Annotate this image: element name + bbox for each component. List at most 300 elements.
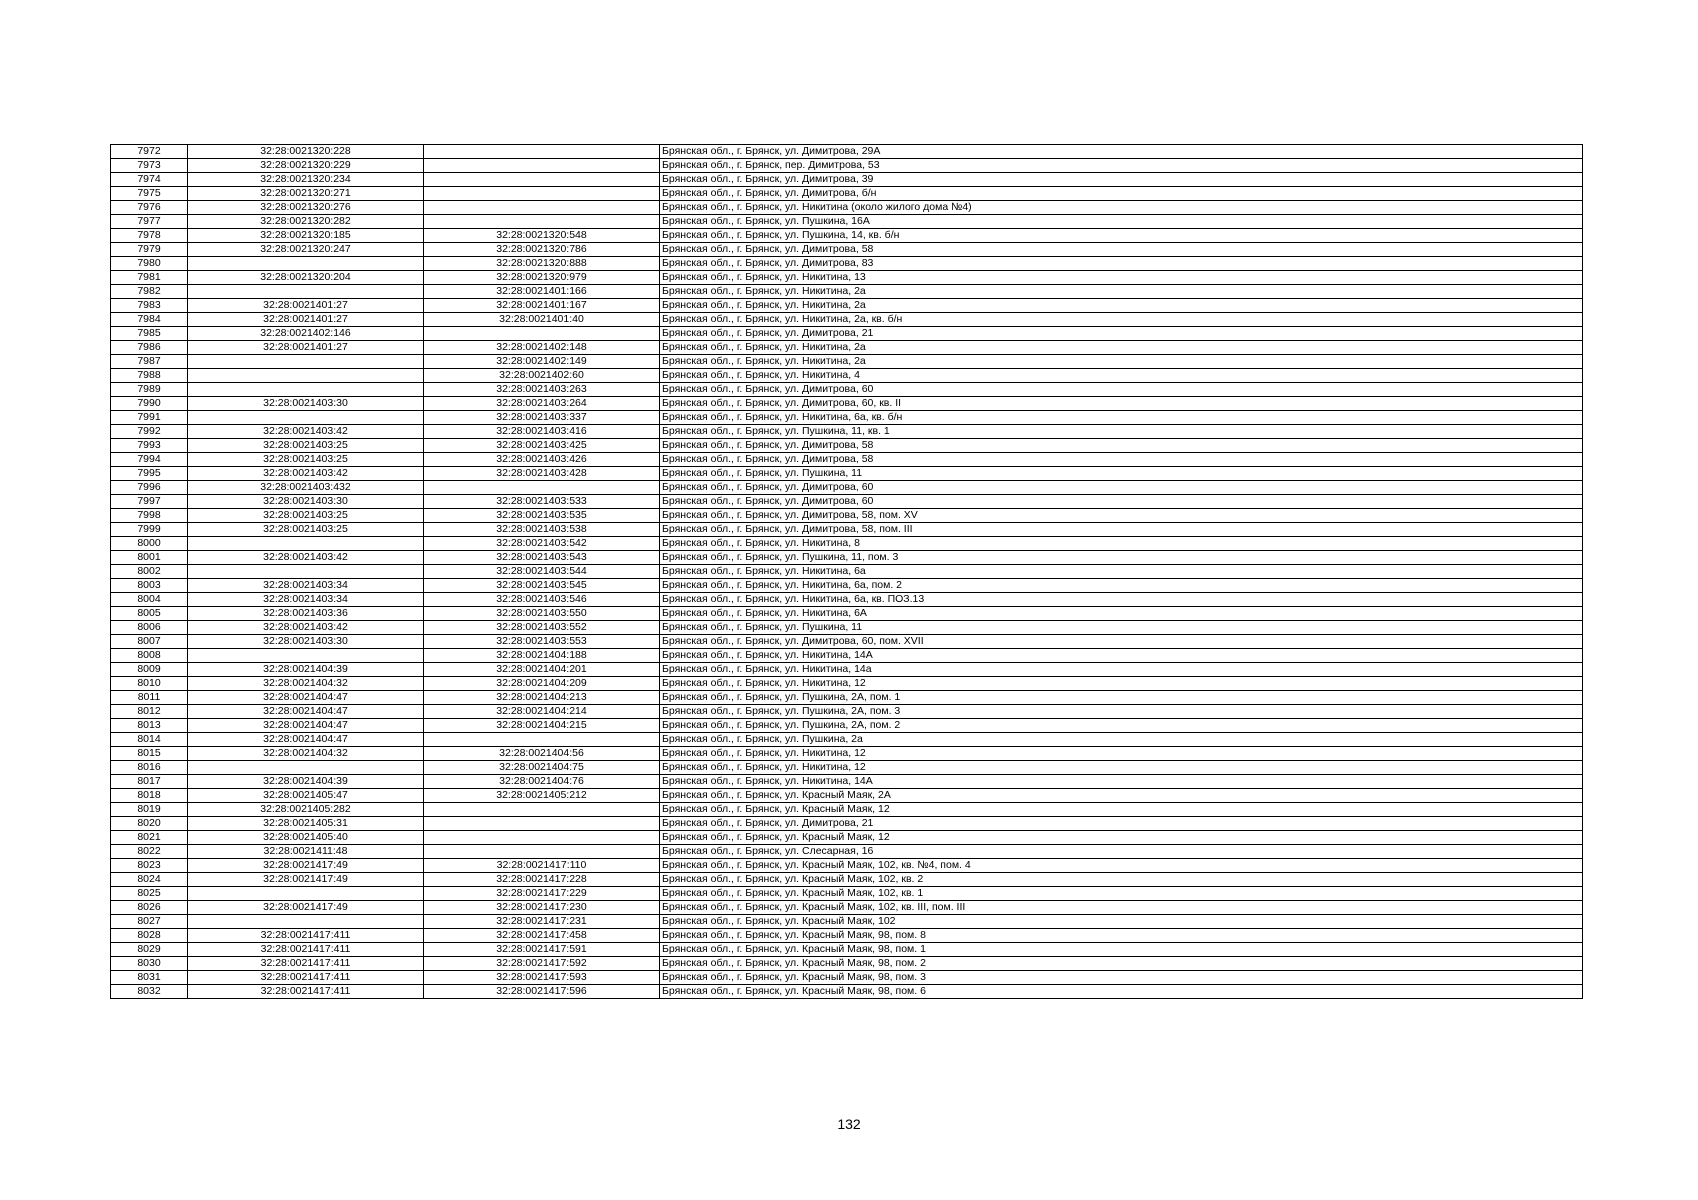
address-cell: Брянская обл., г. Брянск, ул. Димитрова, 60 xyxy=(660,495,1583,509)
address-cell: Брянская обл., г. Брянск, ул. Никитина, 12 xyxy=(660,747,1583,761)
cadastral-number-cell xyxy=(188,649,424,663)
row-number-cell: 7972 xyxy=(111,145,188,159)
cadastral-number-cell: 32:28:0021404:47 xyxy=(188,719,424,733)
table-row xyxy=(111,747,1583,761)
object-cadastral-number-cell xyxy=(424,215,660,229)
object-cadastral-number-cell: 32:28:0021404:75 xyxy=(424,761,660,775)
cadastral-number-cell: 32:28:0021417:49 xyxy=(188,859,424,873)
cadastral-number-cell: 32:28:0021320:204 xyxy=(188,271,424,285)
row-number-cell: 7999 xyxy=(111,523,188,537)
table-row xyxy=(111,299,1583,313)
table-row xyxy=(111,271,1583,285)
table-row xyxy=(111,593,1583,607)
cadastral-number-cell: 32:28:0021401:27 xyxy=(188,313,424,327)
table-row xyxy=(111,943,1583,957)
cadastral-number-cell: 32:28:0021403:25 xyxy=(188,523,424,537)
object-cadastral-number-cell xyxy=(424,327,660,341)
row-number-cell: 8020 xyxy=(111,817,188,831)
object-cadastral-number-cell xyxy=(424,831,660,845)
address-cell: Брянская обл., г. Брянск, ул. Димитрова, 58, пом. III xyxy=(660,523,1583,537)
table-row xyxy=(111,579,1583,593)
cadastral-number-cell: 32:28:0021417:411 xyxy=(188,971,424,985)
row-number-cell: 8025 xyxy=(111,887,188,901)
row-number-cell: 8023 xyxy=(111,859,188,873)
address-cell: Брянская обл., г. Брянск, ул. Димитрова, 58 xyxy=(660,243,1583,257)
row-number-cell: 7977 xyxy=(111,215,188,229)
cadastral-number-cell xyxy=(188,369,424,383)
cadastral-number-cell: 32:28:0021403:42 xyxy=(188,467,424,481)
cadastral-number-cell xyxy=(188,887,424,901)
table-row xyxy=(111,355,1583,369)
object-cadastral-number-cell: 32:28:0021403:533 xyxy=(424,495,660,509)
cadastral-number-cell: 32:28:0021320:229 xyxy=(188,159,424,173)
row-number-cell: 8028 xyxy=(111,929,188,943)
object-cadastral-number-cell: 32:28:0021417:228 xyxy=(424,873,660,887)
table-row xyxy=(111,411,1583,425)
object-cadastral-number-cell xyxy=(424,817,660,831)
row-number-cell: 7992 xyxy=(111,425,188,439)
address-cell: Брянская обл., г. Брянск, ул. Красный Маяк, 98, пом. 8 xyxy=(660,929,1583,943)
table-row xyxy=(111,509,1583,523)
table-row xyxy=(111,369,1583,383)
address-cell: Брянская обл., г. Брянск, ул. Димитрова, б/н xyxy=(660,187,1583,201)
object-cadastral-number-cell: 32:28:0021402:60 xyxy=(424,369,660,383)
object-cadastral-number-cell: 32:28:0021417:110 xyxy=(424,859,660,873)
cadastral-number-cell: 32:28:0021411:48 xyxy=(188,845,424,859)
row-number-cell: 7993 xyxy=(111,439,188,453)
object-cadastral-number-cell: 32:28:0021401:166 xyxy=(424,285,660,299)
row-number-cell: 8021 xyxy=(111,831,188,845)
object-cadastral-number-cell: 32:28:0021403:550 xyxy=(424,607,660,621)
address-cell: Брянская обл., г. Брянск, ул. Никитина, 14А xyxy=(660,649,1583,663)
row-number-cell: 7974 xyxy=(111,173,188,187)
address-cell: Брянская обл., г. Брянск, ул. Пушкина, 2а xyxy=(660,733,1583,747)
table-row xyxy=(111,565,1583,579)
table-row xyxy=(111,481,1583,495)
address-cell: Брянская обл., г. Брянск, ул. Пушкина, 2А, пом. 3 xyxy=(660,705,1583,719)
table-row xyxy=(111,425,1583,439)
object-cadastral-number-cell: 32:28:0021320:548 xyxy=(424,229,660,243)
cadastral-number-cell: 32:28:0021417:411 xyxy=(188,943,424,957)
table-row xyxy=(111,859,1583,873)
table-row xyxy=(111,817,1583,831)
table-row xyxy=(111,257,1583,271)
table-row xyxy=(111,915,1583,929)
table-row xyxy=(111,397,1583,411)
object-cadastral-number-cell xyxy=(424,173,660,187)
cadastral-number-cell xyxy=(188,257,424,271)
address-cell: Брянская обл., г. Брянск, ул. Красный Маяк, 2А xyxy=(660,789,1583,803)
table-row xyxy=(111,187,1583,201)
cadastral-number-cell: 32:28:0021320:185 xyxy=(188,229,424,243)
address-cell: Брянская обл., г. Брянск, ул. Димитрова, 21 xyxy=(660,817,1583,831)
row-number-cell: 7994 xyxy=(111,453,188,467)
address-cell: Брянская обл., г. Брянск, ул. Никитина, 13 xyxy=(660,271,1583,285)
table-row xyxy=(111,439,1583,453)
address-cell: Брянская обл., г. Брянск, ул. Красный Маяк, 102, кв. 2 xyxy=(660,873,1583,887)
table-row xyxy=(111,621,1583,635)
row-number-cell: 8004 xyxy=(111,593,188,607)
row-number-cell: 8016 xyxy=(111,761,188,775)
row-number-cell: 8007 xyxy=(111,635,188,649)
cadastral-number-cell: 32:28:0021404:39 xyxy=(188,775,424,789)
object-cadastral-number-cell: 32:28:0021401:40 xyxy=(424,313,660,327)
object-cadastral-number-cell: 32:28:0021403:553 xyxy=(424,635,660,649)
object-cadastral-number-cell xyxy=(424,803,660,817)
table-row xyxy=(111,887,1583,901)
address-cell: Брянская обл., г. Брянск, ул. Никитина, 2а xyxy=(660,355,1583,369)
address-cell: Брянская обл., г. Брянск, ул. Димитрова, 21 xyxy=(660,327,1583,341)
object-cadastral-number-cell: 32:28:0021403:337 xyxy=(424,411,660,425)
row-number-cell: 7979 xyxy=(111,243,188,257)
row-number-cell: 8003 xyxy=(111,579,188,593)
object-cadastral-number-cell: 32:28:0021401:167 xyxy=(424,299,660,313)
address-cell: Брянская обл., г. Брянск, ул. Красный Маяк, 98, пом. 6 xyxy=(660,985,1583,999)
object-cadastral-number-cell: 32:28:0021403:542 xyxy=(424,537,660,551)
object-cadastral-number-cell: 32:28:0021404:201 xyxy=(424,663,660,677)
address-cell: Брянская обл., г. Брянск, ул. Пушкина, 14, кв. б/н xyxy=(660,229,1583,243)
object-cadastral-number-cell: 32:28:0021320:786 xyxy=(424,243,660,257)
row-number-cell: 8022 xyxy=(111,845,188,859)
object-cadastral-number-cell xyxy=(424,187,660,201)
table-row xyxy=(111,159,1583,173)
table-row xyxy=(111,733,1583,747)
address-cell: Брянская обл., г. Брянск, ул. Никитина, 6а xyxy=(660,565,1583,579)
table-row xyxy=(111,957,1583,971)
cadastral-number-cell xyxy=(188,355,424,369)
table-row xyxy=(111,845,1583,859)
address-cell: Брянская обл., г. Брянск, ул. Никитина (около жилого дома №4) xyxy=(660,201,1583,215)
address-cell: Брянская обл., г. Брянск, ул. Красный Маяк, 102, кв. III, пом. III xyxy=(660,901,1583,915)
object-cadastral-number-cell: 32:28:0021403:544 xyxy=(424,565,660,579)
table-row xyxy=(111,313,1583,327)
cadastral-number-cell: 32:28:0021403:42 xyxy=(188,551,424,565)
row-number-cell: 7995 xyxy=(111,467,188,481)
cadastral-number-cell: 32:28:0021404:32 xyxy=(188,677,424,691)
address-cell: Брянская обл., г. Брянск, ул. Димитрова, 58, пом. XV xyxy=(660,509,1583,523)
cadastral-number-cell: 32:28:0021404:47 xyxy=(188,705,424,719)
cadastral-number-cell: 32:28:0021403:25 xyxy=(188,509,424,523)
table-row xyxy=(111,789,1583,803)
row-number-cell: 8012 xyxy=(111,705,188,719)
address-cell: Брянская обл., г. Брянск, ул. Димитрова, 58 xyxy=(660,439,1583,453)
cadastral-number-cell: 32:28:0021403:30 xyxy=(188,495,424,509)
table-row xyxy=(111,453,1583,467)
cadastral-number-cell: 32:28:0021320:276 xyxy=(188,201,424,215)
row-number-cell: 7996 xyxy=(111,481,188,495)
object-cadastral-number-cell: 32:28:0021403:428 xyxy=(424,467,660,481)
object-cadastral-number-cell: 32:28:0021417:230 xyxy=(424,901,660,915)
object-cadastral-number-cell: 32:28:0021402:149 xyxy=(424,355,660,369)
cadastral-number-cell: 32:28:0021403:25 xyxy=(188,439,424,453)
address-cell: Брянская обл., г. Брянск, ул. Пушкина, 2А, пом. 2 xyxy=(660,719,1583,733)
address-cell: Брянская обл., г. Брянск, ул. Красный Маяк, 12 xyxy=(660,831,1583,845)
registry-table-body xyxy=(111,145,1583,999)
row-number-cell: 8006 xyxy=(111,621,188,635)
row-number-cell: 7990 xyxy=(111,397,188,411)
row-number-cell: 8011 xyxy=(111,691,188,705)
object-cadastral-number-cell: 32:28:0021403:546 xyxy=(424,593,660,607)
address-cell: Брянская обл., г. Брянск, ул. Никитина, 14а xyxy=(660,663,1583,677)
row-number-cell: 7988 xyxy=(111,369,188,383)
table-row xyxy=(111,929,1583,943)
row-number-cell: 8008 xyxy=(111,649,188,663)
object-cadastral-number-cell: 32:28:0021402:148 xyxy=(424,341,660,355)
row-number-cell: 7985 xyxy=(111,327,188,341)
address-cell: Брянская обл., г. Брянск, ул. Пушкина, 2А, пом. 1 xyxy=(660,691,1583,705)
row-number-cell: 7983 xyxy=(111,299,188,313)
cadastral-number-cell: 32:28:0021403:34 xyxy=(188,593,424,607)
object-cadastral-number-cell: 32:28:0021403:552 xyxy=(424,621,660,635)
row-number-cell: 7997 xyxy=(111,495,188,509)
row-number-cell: 8001 xyxy=(111,551,188,565)
address-cell: Брянская обл., г. Брянск, ул. Димитрова, 58 xyxy=(660,453,1583,467)
object-cadastral-number-cell xyxy=(424,201,660,215)
row-number-cell: 8031 xyxy=(111,971,188,985)
cadastral-number-cell: 32:28:0021417:411 xyxy=(188,929,424,943)
address-cell: Брянская обл., г. Брянск, ул. Никитина, 12 xyxy=(660,677,1583,691)
address-cell: Брянская обл., г. Брянск, ул. Пушкина, 11, пом. 3 xyxy=(660,551,1583,565)
cadastral-number-cell: 32:28:0021320:247 xyxy=(188,243,424,257)
address-cell: Брянская обл., г. Брянск, ул. Красный Маяк, 12 xyxy=(660,803,1583,817)
row-number-cell: 8015 xyxy=(111,747,188,761)
row-number-cell: 7998 xyxy=(111,509,188,523)
object-cadastral-number-cell xyxy=(424,481,660,495)
table-row xyxy=(111,971,1583,985)
row-number-cell: 7976 xyxy=(111,201,188,215)
cadastral-number-cell: 32:28:0021405:282 xyxy=(188,803,424,817)
row-number-cell: 7981 xyxy=(111,271,188,285)
row-number-cell: 7978 xyxy=(111,229,188,243)
address-cell: Брянская обл., г. Брянск, ул. Красный Маяк, 102 xyxy=(660,915,1583,929)
row-number-cell: 8013 xyxy=(111,719,188,733)
table-row xyxy=(111,215,1583,229)
table-row xyxy=(111,551,1583,565)
cadastral-number-cell xyxy=(188,285,424,299)
table-row xyxy=(111,229,1583,243)
object-cadastral-number-cell xyxy=(424,145,660,159)
address-cell: Брянская обл., г. Брянск, ул. Никитина, 8 xyxy=(660,537,1583,551)
table-row xyxy=(111,173,1583,187)
address-cell: Брянская обл., г. Брянск, ул. Димитрова, 60 xyxy=(660,383,1583,397)
address-cell: Брянская обл., г. Брянск, ул. Красный Маяк, 98, пом. 3 xyxy=(660,971,1583,985)
address-cell: Брянская обл., г. Брянск, ул. Красный Маяк, 98, пом. 1 xyxy=(660,943,1583,957)
table-row xyxy=(111,201,1583,215)
address-cell: Брянская обл., г. Брянск, ул. Никитина, 4 xyxy=(660,369,1583,383)
object-cadastral-number-cell xyxy=(424,159,660,173)
table-row xyxy=(111,607,1583,621)
address-cell: Брянская обл., г. Брянск, ул. Никитина, 12 xyxy=(660,761,1583,775)
cadastral-number-cell: 32:28:0021403:30 xyxy=(188,635,424,649)
object-cadastral-number-cell xyxy=(424,845,660,859)
cadastral-number-cell: 32:28:0021403:25 xyxy=(188,453,424,467)
address-cell: Брянская обл., г. Брянск, ул. Пушкина, 11, кв. 1 xyxy=(660,425,1583,439)
object-cadastral-number-cell: 32:28:0021403:263 xyxy=(424,383,660,397)
cadastral-number-cell: 32:28:0021403:42 xyxy=(188,425,424,439)
table-row xyxy=(111,243,1583,257)
cadastral-number-cell: 32:28:0021405:31 xyxy=(188,817,424,831)
cadastral-number-cell xyxy=(188,565,424,579)
address-cell: Брянская обл., г. Брянск, ул. Димитрова, 60, пом. XVII xyxy=(660,635,1583,649)
address-cell: Брянская обл., г. Брянск, ул. Пушкина, 16А xyxy=(660,215,1583,229)
row-number-cell: 7989 xyxy=(111,383,188,397)
table-row xyxy=(111,467,1583,481)
row-number-cell: 8017 xyxy=(111,775,188,789)
address-cell: Брянская обл., г. Брянск, ул. Димитрова, 60 xyxy=(660,481,1583,495)
address-cell: Брянская обл., г. Брянск, ул. Пушкина, 11 xyxy=(660,467,1583,481)
object-cadastral-number-cell: 32:28:0021404:76 xyxy=(424,775,660,789)
row-number-cell: 7991 xyxy=(111,411,188,425)
object-cadastral-number-cell: 32:28:0021403:545 xyxy=(424,579,660,593)
table-row xyxy=(111,705,1583,719)
table-row xyxy=(111,495,1583,509)
row-number-cell: 7980 xyxy=(111,257,188,271)
object-cadastral-number-cell: 32:28:0021405:212 xyxy=(424,789,660,803)
table-row xyxy=(111,341,1583,355)
row-number-cell: 7973 xyxy=(111,159,188,173)
table-row xyxy=(111,761,1583,775)
cadastral-number-cell xyxy=(188,761,424,775)
cadastral-number-cell: 32:28:0021404:47 xyxy=(188,691,424,705)
table-row xyxy=(111,537,1583,551)
row-number-cell: 7986 xyxy=(111,341,188,355)
row-number-cell: 8026 xyxy=(111,901,188,915)
cadastral-number-cell xyxy=(188,537,424,551)
row-number-cell: 8032 xyxy=(111,985,188,999)
address-cell: Брянская обл., г. Брянск, ул. Никитина, 6а, кв. ПОЗ.13 xyxy=(660,593,1583,607)
table-row xyxy=(111,383,1583,397)
row-number-cell: 8030 xyxy=(111,957,188,971)
address-cell: Брянская обл., г. Брянск, пер. Димитрова, 53 xyxy=(660,159,1583,173)
table-row xyxy=(111,635,1583,649)
cadastral-number-cell xyxy=(188,411,424,425)
row-number-cell: 7975 xyxy=(111,187,188,201)
registry-table xyxy=(110,144,1583,999)
cadastral-number-cell: 32:28:0021402:146 xyxy=(188,327,424,341)
table-row xyxy=(111,985,1583,999)
address-cell: Брянская обл., г. Брянск, ул. Слесарная, 16 xyxy=(660,845,1583,859)
table-row xyxy=(111,691,1583,705)
object-cadastral-number-cell: 32:28:0021403:535 xyxy=(424,509,660,523)
object-cadastral-number-cell: 32:28:0021404:209 xyxy=(424,677,660,691)
cadastral-number-cell: 32:28:0021403:30 xyxy=(188,397,424,411)
table-row xyxy=(111,677,1583,691)
address-cell: Брянская обл., г. Брянск, ул. Красный Маяк, 102, кв. 1 xyxy=(660,887,1583,901)
object-cadastral-number-cell: 32:28:0021403:426 xyxy=(424,453,660,467)
cadastral-number-cell: 32:28:0021401:27 xyxy=(188,299,424,313)
cadastral-number-cell: 32:28:0021404:39 xyxy=(188,663,424,677)
object-cadastral-number-cell: 32:28:0021417:231 xyxy=(424,915,660,929)
cadastral-number-cell: 32:28:0021404:47 xyxy=(188,733,424,747)
object-cadastral-number-cell: 32:28:0021320:888 xyxy=(424,257,660,271)
object-cadastral-number-cell: 32:28:0021403:264 xyxy=(424,397,660,411)
row-number-cell: 7982 xyxy=(111,285,188,299)
address-cell: Брянская обл., г. Брянск, ул. Пушкина, 11 xyxy=(660,621,1583,635)
table-row xyxy=(111,663,1583,677)
table-row xyxy=(111,831,1583,845)
object-cadastral-number-cell: 32:28:0021404:214 xyxy=(424,705,660,719)
address-cell: Брянская обл., г. Брянск, ул. Никитина, 6А xyxy=(660,607,1583,621)
object-cadastral-number-cell: 32:28:0021404:215 xyxy=(424,719,660,733)
address-cell: Брянская обл., г. Брянск, ул. Никитина, 2а, кв. б/н xyxy=(660,313,1583,327)
cadastral-number-cell: 32:28:0021403:34 xyxy=(188,579,424,593)
cadastral-number-cell: 32:28:0021417:49 xyxy=(188,873,424,887)
object-cadastral-number-cell: 32:28:0021417:596 xyxy=(424,985,660,999)
row-number-cell: 8000 xyxy=(111,537,188,551)
address-cell: Брянская обл., г. Брянск, ул. Димитрова, 29А xyxy=(660,145,1583,159)
cadastral-number-cell: 32:28:0021320:234 xyxy=(188,173,424,187)
table-row xyxy=(111,523,1583,537)
table-row xyxy=(111,285,1583,299)
object-cadastral-number-cell: 32:28:0021417:591 xyxy=(424,943,660,957)
page-number: 132 xyxy=(837,1116,861,1132)
object-cadastral-number-cell xyxy=(424,733,660,747)
address-cell: Брянская обл., г. Брянск, ул. Димитрова, 60, кв. II xyxy=(660,397,1583,411)
cadastral-number-cell: 32:28:0021403:432 xyxy=(188,481,424,495)
row-number-cell: 8029 xyxy=(111,943,188,957)
table-row xyxy=(111,145,1583,159)
cadastral-number-cell: 32:28:0021405:47 xyxy=(188,789,424,803)
cadastral-number-cell: 32:28:0021320:282 xyxy=(188,215,424,229)
row-number-cell: 8027 xyxy=(111,915,188,929)
object-cadastral-number-cell: 32:28:0021417:593 xyxy=(424,971,660,985)
row-number-cell: 8014 xyxy=(111,733,188,747)
table-row xyxy=(111,719,1583,733)
address-cell: Брянская обл., г. Брянск, ул. Никитина, 14А xyxy=(660,775,1583,789)
cadastral-number-cell: 32:28:0021417:49 xyxy=(188,901,424,915)
address-cell: Брянская обл., г. Брянск, ул. Димитрова, 83 xyxy=(660,257,1583,271)
row-number-cell: 8018 xyxy=(111,789,188,803)
table-row xyxy=(111,327,1583,341)
row-number-cell: 8009 xyxy=(111,663,188,677)
table-row xyxy=(111,901,1583,915)
object-cadastral-number-cell: 32:28:0021403:543 xyxy=(424,551,660,565)
cadastral-number-cell: 32:28:0021320:228 xyxy=(188,145,424,159)
address-cell: Брянская обл., г. Брянск, ул. Никитина, 2а xyxy=(660,285,1583,299)
address-cell: Брянская обл., г. Брянск, ул. Никитина, 6а, кв. б/н xyxy=(660,411,1583,425)
cadastral-number-cell: 32:28:0021417:411 xyxy=(188,985,424,999)
cadastral-number-cell: 32:28:0021403:36 xyxy=(188,607,424,621)
address-cell: Брянская обл., г. Брянск, ул. Никитина, 6а, пом. 2 xyxy=(660,579,1583,593)
object-cadastral-number-cell: 32:28:0021403:416 xyxy=(424,425,660,439)
table-row xyxy=(111,873,1583,887)
object-cadastral-number-cell: 32:28:0021404:188 xyxy=(424,649,660,663)
address-cell: Брянская обл., г. Брянск, ул. Никитина, 2а xyxy=(660,341,1583,355)
cadastral-number-cell: 32:28:0021404:32 xyxy=(188,747,424,761)
object-cadastral-number-cell: 32:28:0021417:458 xyxy=(424,929,660,943)
row-number-cell: 8010 xyxy=(111,677,188,691)
cadastral-number-cell: 32:28:0021320:271 xyxy=(188,187,424,201)
row-number-cell: 7984 xyxy=(111,313,188,327)
cadastral-number-cell: 32:28:0021401:27 xyxy=(188,341,424,355)
row-number-cell: 8005 xyxy=(111,607,188,621)
table-row xyxy=(111,803,1583,817)
address-cell: Брянская обл., г. Брянск, ул. Димитрова, 39 xyxy=(660,173,1583,187)
cadastral-number-cell: 32:28:0021403:42 xyxy=(188,621,424,635)
cadastral-number-cell xyxy=(188,915,424,929)
row-number-cell: 8002 xyxy=(111,565,188,579)
cadastral-number-cell: 32:28:0021405:40 xyxy=(188,831,424,845)
row-number-cell: 8024 xyxy=(111,873,188,887)
cadastral-number-cell xyxy=(188,383,424,397)
object-cadastral-number-cell: 32:28:0021403:538 xyxy=(424,523,660,537)
object-cadastral-number-cell: 32:28:0021320:979 xyxy=(424,271,660,285)
object-cadastral-number-cell: 32:28:0021404:56 xyxy=(424,747,660,761)
object-cadastral-number-cell: 32:28:0021403:425 xyxy=(424,439,660,453)
row-number-cell: 7987 xyxy=(111,355,188,369)
table-row xyxy=(111,649,1583,663)
object-cadastral-number-cell: 32:28:0021417:592 xyxy=(424,957,660,971)
